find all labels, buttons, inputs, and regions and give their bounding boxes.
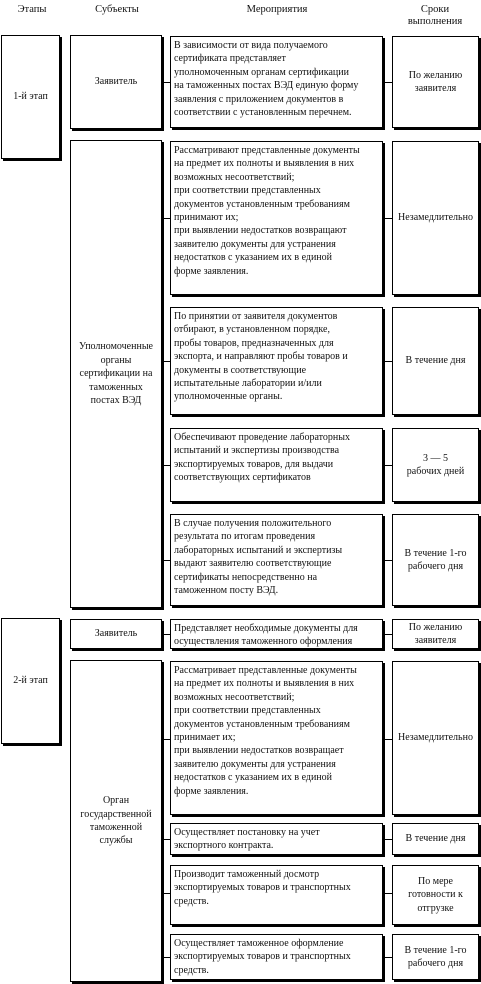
connector [383, 560, 392, 561]
stage-2-authority-box [70, 660, 162, 982]
stage-1-applicant-deadline [392, 36, 479, 128]
stage-1-authority-box [70, 140, 162, 608]
stage-1-applicant-activity: В зависимости от вида получаемого сертификата представляет уполномоченным органам сертификации на таможенных постах ВЭД единую форму заявления с приложением документов в соответствии с установленным перечнем. [170, 36, 383, 128]
connector [162, 218, 170, 219]
stage-2-authority-deadline-2-text: В течение дня [405, 833, 466, 845]
stage-1-authority-activity-2: По принятии от заявителя документов отбирают, в установленном порядке, пробы товаров, предназначенных для экспорта, и направляют пробы товаров и документы в соответствующие испытательные лаборатории и/или уполномоченные органы. [170, 307, 383, 415]
stage-2-authority-activity-2: Осуществляет постановку на учет экспортного контракта. [170, 823, 383, 855]
stage-2-applicant-activity: Представляет необходимые документы для осуществления таможенного оформления [170, 619, 383, 649]
stage-2-authority-deadline-3 [392, 865, 479, 925]
stage-1-applicant-box [70, 35, 162, 129]
connector [162, 893, 170, 894]
stage-2-applicant-deadline [392, 619, 479, 649]
stage-1-authority-deadline-3 [392, 428, 479, 502]
stage-1-label: 1-й этап [13, 91, 48, 103]
connector [383, 634, 392, 635]
stage-2-box [1, 618, 60, 744]
connector [383, 218, 392, 219]
stage-1-authority-deadline-2 [392, 307, 479, 415]
connector [162, 560, 170, 561]
connector [383, 361, 392, 362]
stage-2-authority-deadline-3-text: По мере готовности к отгрузке [408, 875, 463, 914]
stage-2-authority-label: Орган государственной таможенной службы [80, 795, 152, 847]
connector [162, 465, 170, 466]
header-deadlines: Сроки выполнения [407, 4, 463, 27]
stage-2-authority-deadline-4 [392, 934, 479, 980]
stage-1-authority-deadline-1 [392, 141, 479, 295]
stage-1-authority-deadline-1-text: Незамедлительно [398, 212, 473, 224]
stage-1-authority-deadline-3-text: 3 — 5 рабочих дней [406, 452, 465, 477]
stage-1-authority-deadline-4-text: В течение 1-го рабочего дня [404, 547, 467, 572]
connector [162, 739, 170, 740]
connector [383, 82, 392, 83]
stage-2-authority-activity-1: Рассматривает представленные документы на предмет их полноты и выявления в них возможных несоответствий; при соответствии представленных документов установленным требованиям принимает их; при выявлении недостатков возвращает заявителю документы для устранения недостатков с указанием их в единой форме заявления. [170, 661, 383, 815]
connector [162, 361, 170, 362]
header-stages: Этапы [17, 4, 47, 15]
stage-2-label: 2-й этап [13, 675, 48, 687]
header-activities: Мероприятия [246, 4, 308, 15]
stage-1-authority-activity-3: Обеспечивают проведение лабораторных испытаний и экспертизы производства экспортируемых товаров, для выдачи соответствующих сертификатов [170, 428, 383, 502]
stage-1-authority-deadline-4 [392, 514, 479, 606]
connector [162, 957, 170, 958]
stage-2-applicant-label: Заявитель [94, 628, 138, 640]
stage-1-box [1, 35, 60, 159]
stage-1-authority-label: Уполномоченные органы сертификации на таможенных постах ВЭД [79, 341, 153, 407]
stage-2-applicant-box [70, 619, 162, 649]
connector [162, 839, 170, 840]
connector [383, 839, 392, 840]
connector [383, 957, 392, 958]
connector [383, 465, 392, 466]
stage-2-authority-deadline-2 [392, 823, 479, 855]
stage-1-authority-activity-1: Рассматривают представленные документы на предмет их полноты и выявления в них возможных несоответствий; при соответствии представленных документов установленным требованиям принимают их; при выявлении недостатков возвращают заявителю документы для устранения недостатков с указанием их в единой форме заявления. [170, 141, 383, 295]
stage-2-applicant-deadline-text: По желанию заявителя [408, 621, 463, 646]
connector [162, 82, 170, 83]
stage-2-authority-activity-4: Осуществляет таможенное оформление экспортируемых товаров и транспортных средств. [170, 934, 383, 980]
stage-2-authority-deadline-1-text: Незамедлительно [398, 732, 473, 744]
stage-2-authority-deadline-1 [392, 661, 479, 815]
stage-1-authority-deadline-2-text: В течение дня [405, 355, 466, 367]
connector [383, 739, 392, 740]
connector [162, 634, 170, 635]
header-subjects: Субъекты [95, 4, 139, 15]
stage-1-applicant-label: Заявитель [94, 76, 138, 88]
stage-1-authority-activity-4: В случае получения положительного результата по итогам проведения лабораторных испытаний и экспертизы выдают заявителю соответствующие сертификаты непосредственно на таможенном посту ВЭД. [170, 514, 383, 606]
stage-2-authority-deadline-4-text: В течение 1-го рабочего дня [404, 944, 467, 969]
stage-1-applicant-deadline-text: По желанию заявителя [408, 69, 463, 94]
stage-2-authority-activity-3: Производит таможенный досмотр экспортируемых товаров и транспортных средств. [170, 865, 383, 925]
connector [383, 893, 392, 894]
